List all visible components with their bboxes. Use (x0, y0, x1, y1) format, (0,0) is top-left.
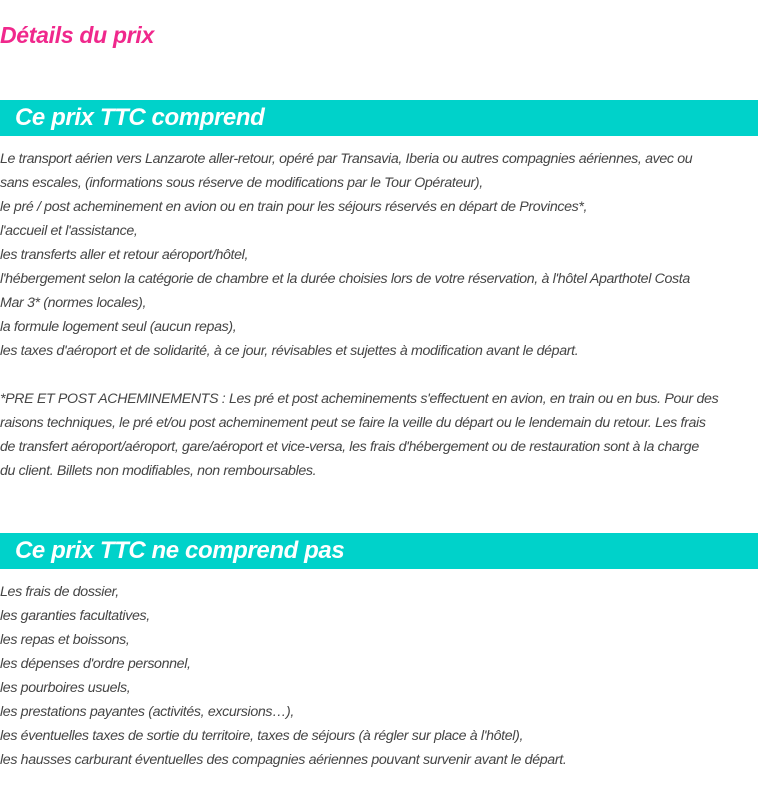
excluded-item: les garanties facultatives, (0, 608, 150, 624)
included-item: l'hébergement selon la catégorie de chambre et la durée choisies lors de votre réservation, à l'hôtel Aparthotel Costa (0, 271, 690, 287)
included-item: les taxes d'aéroport et de solidarité, à ce jour, révisables et sujettes à modification avant le départ. (0, 343, 579, 359)
pre-post-acheminement-note (0, 387, 758, 483)
section-heading-included: Ce prix TTC comprend (0, 100, 758, 136)
excluded-item: les dépenses d'ordre personnel, (0, 656, 191, 672)
included-item: l'accueil et l'assistance, (0, 223, 138, 239)
excluded-item: les prestations payantes (activités, excursions…), (0, 704, 294, 720)
excluded-item: les pourboires usuels, (0, 680, 131, 696)
included-item: la formule logement seul (aucun repas), (0, 319, 237, 335)
excluded-item: Les frais de dossier, (0, 584, 119, 600)
included-item: Le transport aérien vers Lanzarote aller-retour, opéré par Transavia, Iberia ou autres compagnies aériennes, avec ou (0, 151, 693, 167)
page-title: Détails du prix (0, 22, 154, 48)
excluded-item: les éventuelles taxes de sortie du territoire, taxes de séjours (à régler sur place à l'hôtel), (0, 728, 524, 744)
note-line: de transfert aéroport/aéroport, gare/aéroport et vice-versa, les frais d'hébergement ou de restauration sont à la charge (0, 439, 699, 455)
included-items-list (0, 147, 758, 363)
note-line: raisons techniques, le pré et/ou post acheminement peut se faire la veille du départ ou le lendemain du retour. Les frais (0, 415, 706, 431)
excluded-item: les hausses carburant éventuelles des compagnies aériennes pouvant survenir avant le départ. (0, 752, 567, 768)
note-line: *PRE ET POST ACHEMINEMENTS : Les pré et post acheminements s'effectuent en avion, en train ou en bus. Pour des (0, 391, 719, 407)
note-line: du client. Billets non modifiables, non remboursables. (0, 463, 317, 479)
included-item: le pré / post acheminement en avion ou en train pour les séjours réservés en départ de Provinces*, (0, 199, 588, 215)
included-item: les transferts aller et retour aéroport/hôtel, (0, 247, 249, 263)
excluded-item: les repas et boissons, (0, 632, 130, 648)
excluded-items-list (0, 580, 758, 772)
included-item: Mar 3* (normes locales), (0, 295, 147, 311)
included-item: sans escales, (informations sous réserve de modifications par le Tour Opérateur), (0, 175, 483, 191)
section-heading-excluded: Ce prix TTC ne comprend pas (0, 533, 758, 569)
